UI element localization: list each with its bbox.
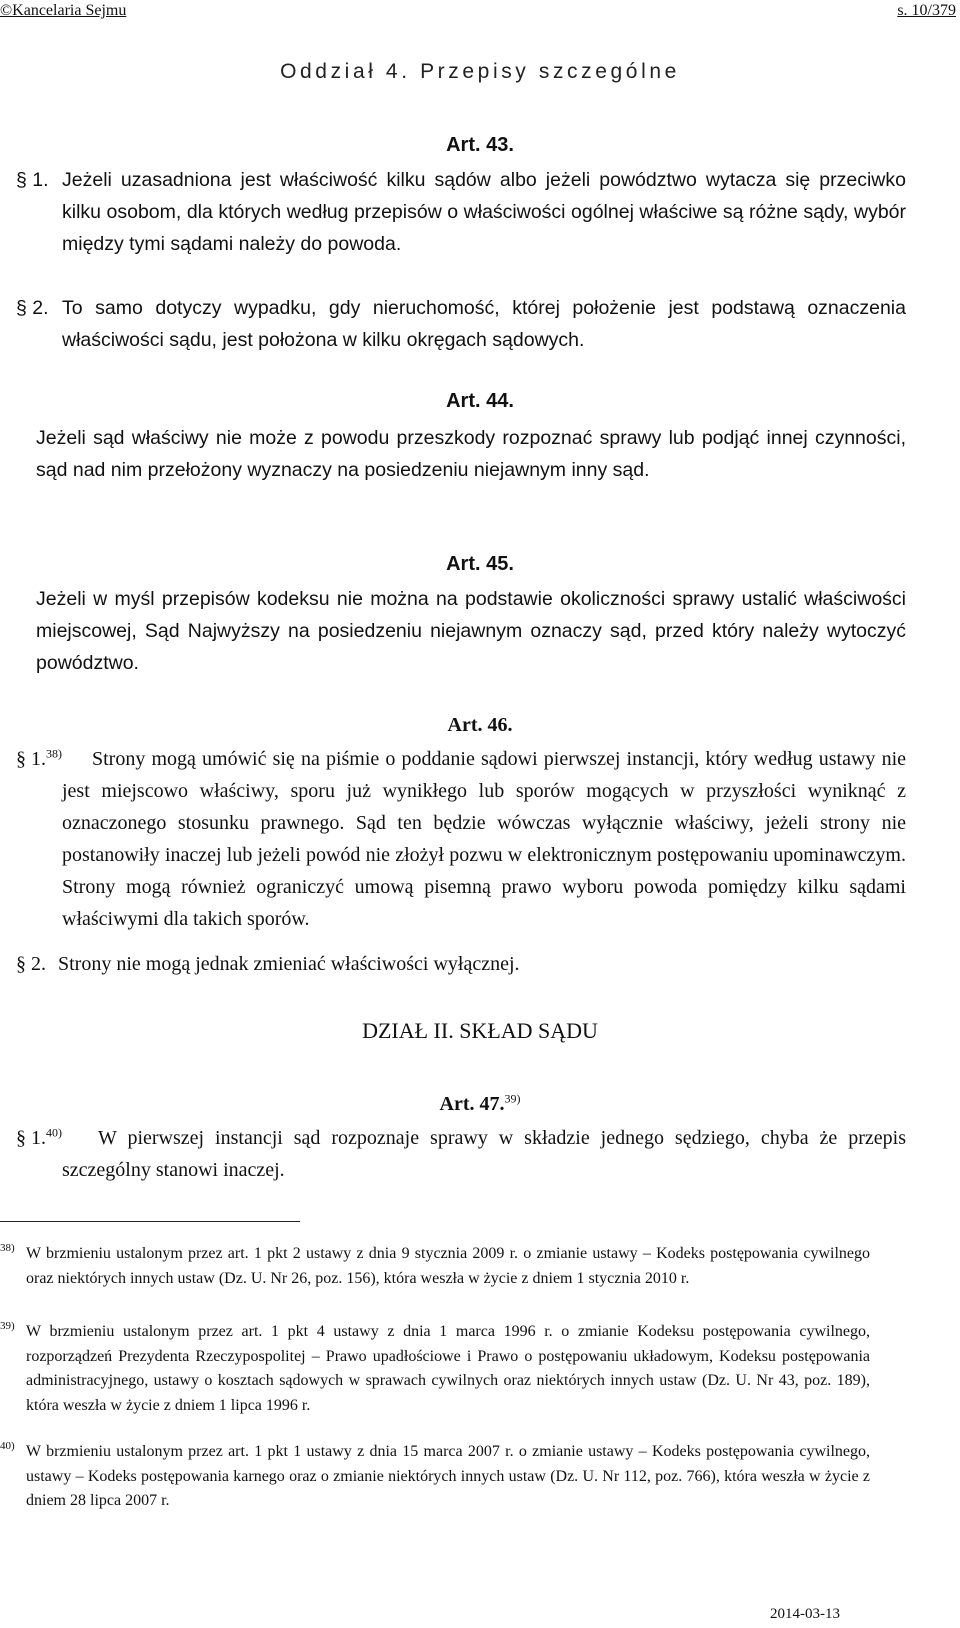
art47-par1-number [16,1122,62,1154]
document-date: 2014-03-13 [770,1606,840,1622]
art46-par1 [16,743,906,935]
page-header [0,0,960,28]
page-number: s. 10/379 [897,2,956,19]
footnote-number: 38) [0,1242,15,1254]
art44-text: Jeżeli sąd właściwy nie może z powodu przeszkody rozpoznać sprawy lub podjąć innej czynności, sąd nad nim przełożony wyznaczy na posiedzeniu niejawnym inny sąd. [36,427,906,481]
footnote-text: W brzmieniu ustalonym przez art. 1 pkt 1 ustawy z dnia 15 marca 2007 r. o zmianie ustawy – Kodeks postępowania cywilnego, ustawy – Kodeks postępowania karnego oraz o zmianie niektórych innych ustaw (Dz. U. Nr 112, poz. 766), która weszła w życie z dniem 28 lipca 2007 r. [26,1443,870,1509]
art43-par1-text: Jeżeli uzasadniona jest właściwość kilku sądów albo jeżeli powództwo wytacza się przeciwko kilku osobom, dla których według przepisów o właściwości ogólnej właściwe są różne sądy, wybór między tymi sądami należy do powoda. [62,169,906,255]
footnote-ref-38: 38) [46,746,62,761]
art47-par1-text: W pierwszej instancji sąd rozpoznaje sprawy w składzie jednego sędziego, chyba że przepis szczególny stanowi inaczej. [62,1127,906,1181]
footnote-40 [0,1440,870,1514]
art47-par1 [16,1122,906,1186]
art43-par2-number: § 2. [16,297,49,319]
art43-par2 [16,292,906,356]
article-43-title: Art. 43. [446,134,514,156]
art46-par2-number: § 2. [16,953,46,975]
footnote-text: W brzmieniu ustalonym przez art. 1 pkt 2 ustawy z dnia 9 stycznia 2009 r. o zmianie ustawy – Kodeks postępowania cywilnego oraz niektórych innych ustaw (Dz. U. Nr 26, poz. 156), która weszła w życie z dniem 1 stycznia 2010 r. [26,1245,870,1287]
footnote-ref-40: 40) [46,1125,62,1140]
article-46-title: Art. 46. [447,714,513,736]
art43-par1 [16,164,906,260]
art46-par2-text: Strony nie mogą jednak zmieniać właściwości wyłącznej. [58,953,520,975]
footnote-39 [0,1320,870,1418]
footnote-number: 39) [0,1320,15,1332]
article-45-title: Art. 45. [446,553,514,575]
article-44-title: Art. 44. [446,390,514,412]
article-47-title [0,1093,960,1116]
art43-par2-text: To samo dotyczy wypadku, gdy nieruchomość, której położenie jest podstawą oznaczenia właściwości sądu, jest położona w kilku okręgach sądowych. [62,297,906,351]
art46-par1-number-text: § 1. [16,748,46,770]
division-heading: DZIAŁ II. SKŁAD SĄDU [362,1018,598,1043]
footnote-ref-39: 39) [504,1091,521,1106]
art45-text: Jeżeli w myśl przepisów kodeksu nie można na podstawie okoliczności sprawy ustalić właściwości miejscowej, Sąd Najwyższy na posiedzeniu niejawnym oznaczy sąd, przed który należy wytoczyć powództwo. [36,588,906,674]
article-47-title-text: Art. 47. [439,1093,505,1115]
art43-par1-number: § 1. [16,169,49,191]
footnote-number: 40) [0,1440,15,1452]
footnote-text: W brzmieniu ustalonym przez art. 1 pkt 4 ustawy z dnia 1 marca 1996 r. o zmianie Kodeksu postępowania cywilnego, rozporządzeń Prezydenta Rzeczypospolitej – Prawo upadłościowe i Prawo o postępowaniu układowym, Kodeksu postępowania administracyjnego, ustawy o kosztach sądowych w sprawach cywilnych oraz niektórych innych ustaw (Dz. U. Nr 43, poz. 189), która weszła w życie z dniem 1 lipca 1996 r. [26,1323,870,1414]
chapter-heading: Oddział 4. Przepisy szczególne [280,60,680,83]
art46-par1-number [16,743,62,775]
copyright-label: ©Kancelaria Sejmu [0,2,127,19]
art47-par1-number-text: § 1. [16,1127,46,1149]
art46-par1-text: Strony mogą umówić się na piśmie o poddanie sądowi pierwszej instancji, który według ustawy nie jest miejscowo właściwy, sporu już wynikłego lub sporów mogących w przyszłości wyniknąć z oznaczonego stosunku prawnego. Sąd ten będzie wówczas wyłącznie właściwy, jeżeli strony nie postanowiły inaczej lub jeżeli powód nie złożył pozwu w elektronicznym postępowaniu upominawczym. Strony mogą również ograniczyć umową pisemną prawo wyboru powoda pomiędzy kilku sądami właściwymi dla takich sporów. [62,748,906,930]
footnote-separator [0,1221,300,1222]
art46-par2 [16,948,906,980]
footnote-38 [0,1242,870,1291]
